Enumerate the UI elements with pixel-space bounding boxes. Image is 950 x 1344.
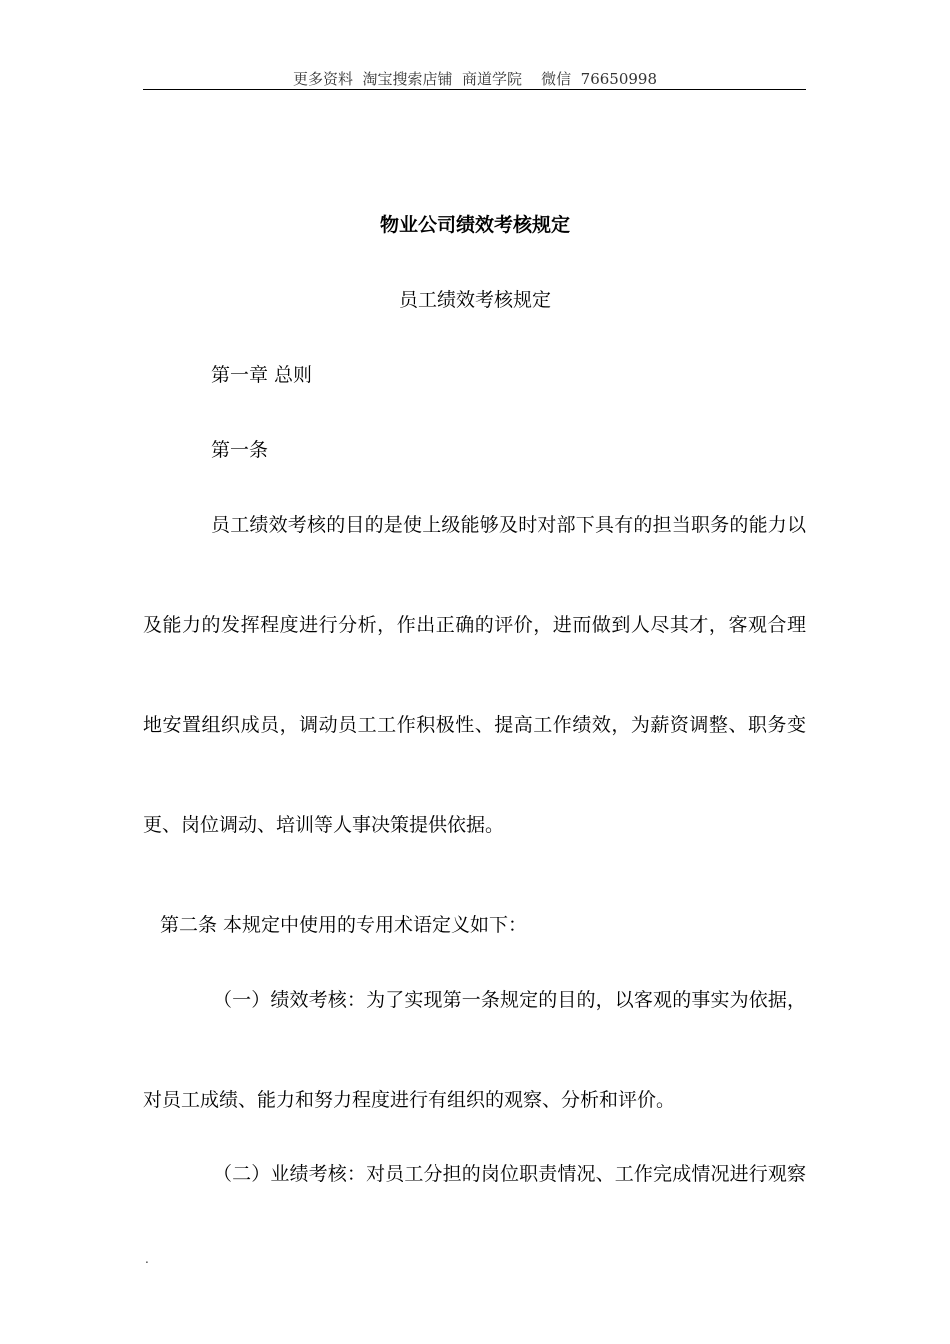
footer-mark: . — [145, 1252, 149, 1266]
article-1-line-1: 员工绩效考核的目的是使上级能够及时对部下具有的担当职务的能力以 — [211, 514, 806, 536]
item-2-line-1: （二）业绩考核：对员工分担的岗位职责情况、工作完成情况进行观察 — [213, 1163, 806, 1185]
chapter-heading: 第一章 总则 — [211, 364, 313, 386]
page-header-text: 更多资料 淘宝搜索店铺 商道学院 微信 76650998 — [292, 70, 658, 88]
item-1-line-1: （一）绩效考核：为了实现第一条规定的目的，以客观的事实为依据， — [213, 989, 806, 1011]
article-1-line-4: 更、岗位调动、培训等人事决策提供依据。 — [143, 814, 505, 836]
item-1-line-2: 对员工成绩、能力和努力程度进行有组织的观察、分析和评价。 — [143, 1089, 676, 1111]
article-2-heading: 第二条 本规定中使用的专用术语定义如下： — [160, 914, 528, 936]
article-1-heading: 第一条 — [211, 439, 269, 461]
document-title: 物业公司绩效考核规定 — [379, 214, 570, 236]
article-1-line-2: 及能力的发挥程度进行分析，作出正确的评价，进而做到人尽其才，客观合理 — [143, 614, 806, 636]
article-1-line-3: 地安置组织成员，调动员工工作积极性、提高工作绩效，为薪资调整、职务变 — [143, 714, 806, 736]
header-divider — [143, 89, 806, 90]
document-subtitle: 员工绩效考核规定 — [398, 289, 551, 311]
